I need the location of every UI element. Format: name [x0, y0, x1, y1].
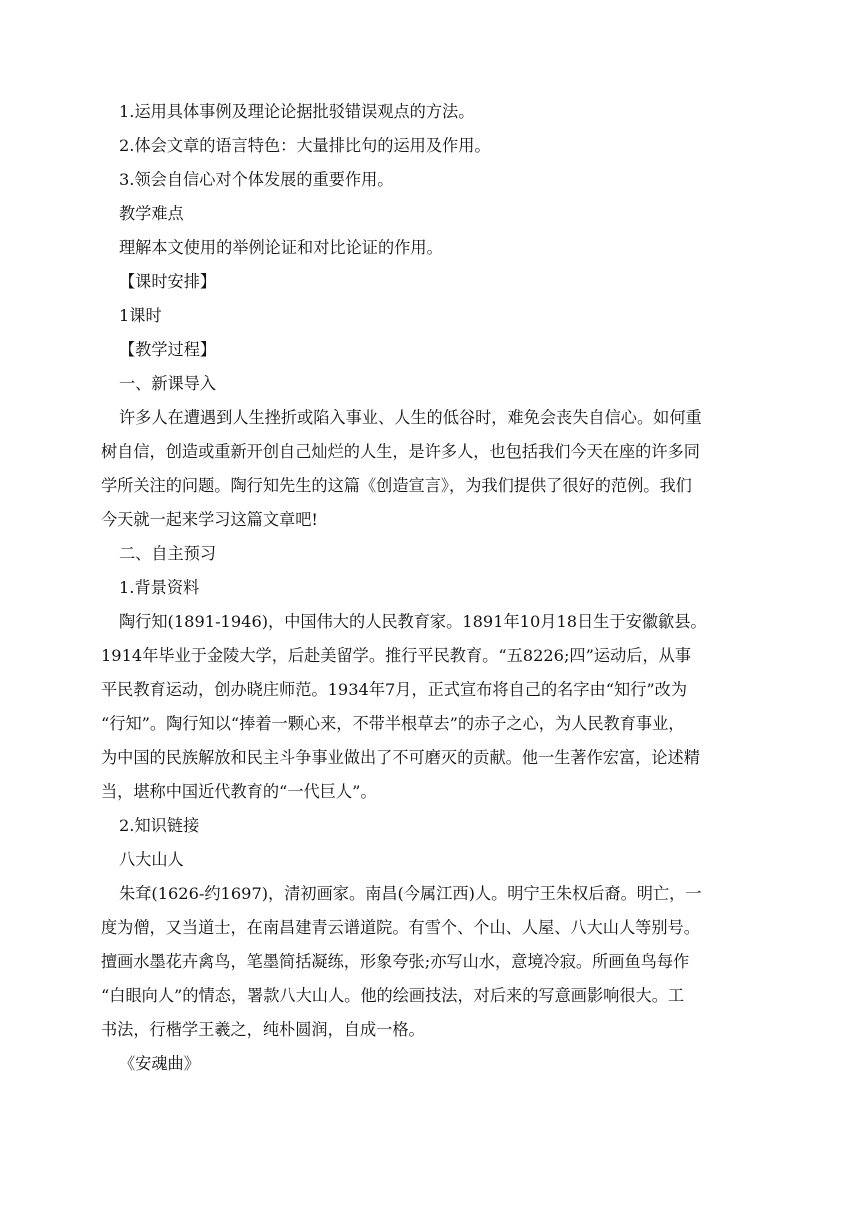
text-line: 理解本文使用的举例论证和对比论证的作用。	[119, 238, 443, 257]
text-line: 当，堪称中国近代教育的“一代巨人”。	[101, 782, 377, 801]
text-line: 2.知识链接	[119, 816, 200, 835]
text-line: 《安魂曲》	[119, 1054, 200, 1073]
text-line: 1914年毕业于金陵大学，后赴美留学。推行平民教育。“五8226;四”运动后，从事	[101, 646, 692, 665]
text-line: 1课时	[119, 306, 162, 325]
text-line: 二、自主预习	[119, 544, 217, 563]
text-line: 擅画水墨花卉禽鸟，笔墨简括凝练，形象夸张;亦写山水，意境冷寂。所画鱼鸟每作	[101, 952, 690, 971]
text-line: 【课时安排】	[119, 272, 217, 291]
text-line: 许多人在遭遇到人生挫折或陷入事业、人生的低谷时，难免会丧失自信心。如何重	[119, 408, 702, 427]
text-line: 今天就一起来学习这篇文章吧!	[101, 510, 318, 529]
text-line: “行知”。陶行知以“捧着一颗心来，不带半根草去”的赤子之心，为人民教育事业，	[101, 714, 685, 733]
text-line: 教学难点	[119, 204, 184, 223]
text-line: 树自信，创造或重新开创自己灿烂的人生，是许多人，也包括我们今天在座的许多同	[101, 442, 700, 461]
text-line: 为中国的民族解放和民主斗争事业做出了不可磨灭的贡献。他一生著作宏富，论述精	[101, 748, 700, 767]
text-line: 2.体会文章的语言特色：大量排比句的运用及作用。	[119, 136, 491, 155]
text-line: 书法，行楷学王羲之，纯朴圆润，自成一格。	[101, 1020, 425, 1039]
text-line: 1.背景资料	[119, 578, 200, 597]
text-line: 八大山人	[119, 850, 184, 869]
text-line: 学所关注的问题。陶行知先生的这篇《创造宣言》，为我们提供了很好的范例。我们	[101, 476, 692, 495]
text-line: 一、新课导入	[119, 374, 217, 393]
text-line: 度为僧，又当道士，在南昌建青云谱道院。有雪个、个山、人屋、八大山人等别号。	[101, 918, 700, 937]
text-line: “白眼向人”的情态，署款八大山人。他的绘画技法，对后来的写意画影响很大。工	[101, 986, 685, 1005]
text-line: 3.领会自信心对个体发展的重要作用。	[119, 170, 394, 189]
text-line: 陶行知(1891-1946)，中国伟大的人民教育家。1891年10月18日生于安徽歙县。	[119, 612, 707, 631]
text-line: 1.运用具体事例及理论论据批驳错误观点的方法。	[119, 102, 475, 121]
text-line: 朱耷(1626-约1697)，清初画家。南昌(今属江西)人。明宁王朱权后裔。明亡，一	[119, 884, 702, 903]
text-line: 【教学过程】	[119, 340, 217, 359]
text-line: 平民教育运动，创办晓庄师范。1934年7月，正式宣布将自己的名字由“知行”改为	[101, 680, 688, 699]
